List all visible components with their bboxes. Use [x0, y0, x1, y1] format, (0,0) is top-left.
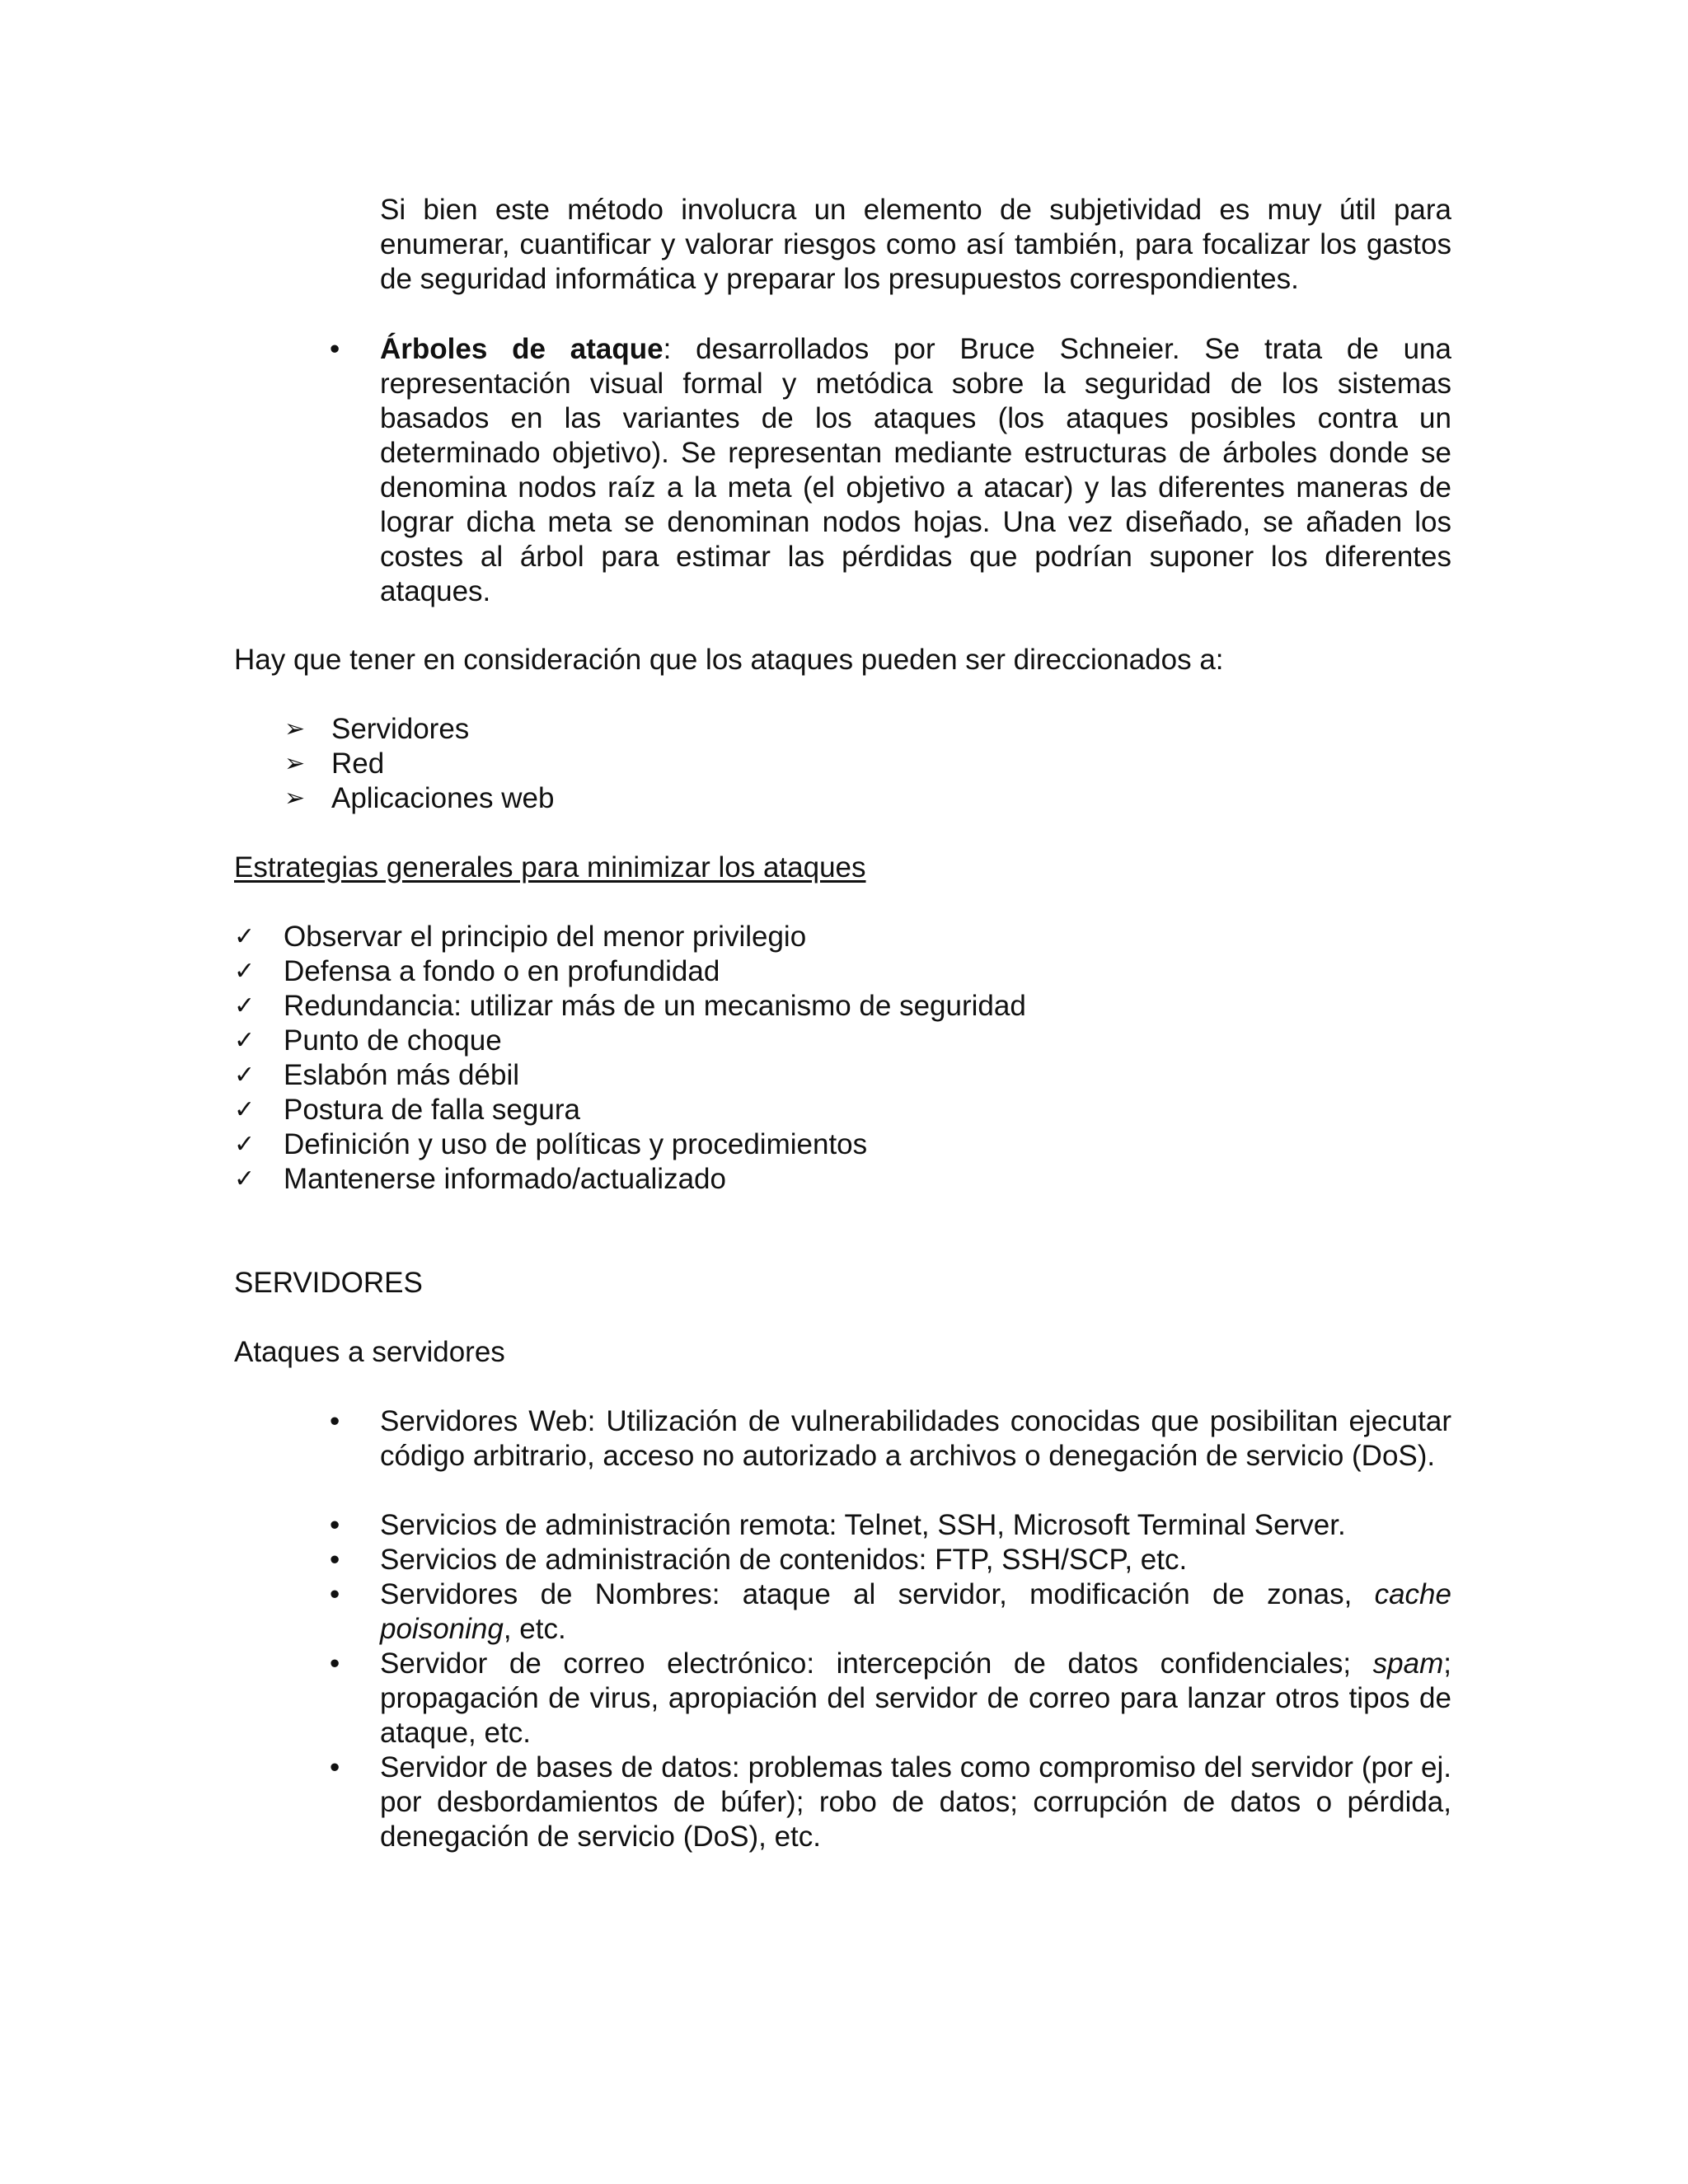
- strategy-label: Observar el principio del menor privilegio: [284, 921, 807, 953]
- server-attack-text: [380, 1404, 1451, 1474]
- server-attack-text: [380, 1508, 1451, 1543]
- check-icon: ✓: [234, 922, 256, 951]
- text-run: Servidor de correo electrónico: intercepción de datos confidenciales;: [380, 1647, 1373, 1680]
- bullet-icon: •: [330, 1509, 340, 1541]
- strategy-label: Definición y uso de políticas y procedimientos: [284, 1128, 868, 1160]
- text-run: Servicios de administración de contenidos: FTP, SSH/SCP, etc.: [380, 1544, 1188, 1576]
- strategies-heading: [234, 851, 1454, 885]
- text-run: Servidores de Nombres: ataque al servidor, modificación de zonas,: [380, 1578, 1375, 1610]
- check-icon: ✓: [234, 1026, 256, 1055]
- target-label: Servidores: [331, 713, 470, 745]
- check-icon: ✓: [234, 991, 256, 1020]
- strategy-label: Postura de falla segura: [284, 1094, 580, 1126]
- check-icon: ✓: [234, 957, 256, 986]
- strategy-label: Mantenerse informado/actualizado: [284, 1163, 726, 1195]
- attack-trees-description: : desarrollados por Bruce Schneier. Se trata de una representación visual formal y metódica sobre la seguridad de los sistemas basados en las variantes de los ataques (los ataques posibles contra un determinado objetivo). Se representan mediante estructuras de árboles donde se denomina nodos raíz a la meta (el objetivo a atacar) y las diferentes maneras de lograr dicha meta se denominan nodos hojas. Una vez diseñado, se añaden los costes al árbol para estimar las pérdidas que podrían suponer los diferentes ataques.: [380, 333, 1451, 607]
- server-attack-text: [380, 1543, 1451, 1577]
- attack-trees-term: Árboles de ataque: [380, 333, 663, 365]
- server-attack-text: [380, 1647, 1451, 1750]
- bullet-icon: •: [330, 1578, 340, 1610]
- check-icon: ✓: [234, 1095, 256, 1124]
- section-heading: SERVIDORES: [234, 1267, 423, 1299]
- text-run: Servidor de bases de datos: problemas tales como compromiso del servidor (por ej. por desbordamientos de búfer); robo de datos; corrupción de datos o pérdida, denegación de servicio (DoS), etc.: [380, 1751, 1451, 1853]
- strategy-label: Defensa a fondo o en profundidad: [284, 955, 720, 987]
- server-attack-text: [380, 1750, 1451, 1854]
- bullet-icon: •: [330, 1647, 340, 1680]
- check-icon: ✓: [234, 1130, 256, 1159]
- text-run: ; propagación de virus, apropiación del servidor de correo para lanzar otros tipos de ataque, etc.: [380, 1647, 1451, 1749]
- section-subheading: Ataques a servidores: [234, 1336, 505, 1368]
- strategies-heading-text: Estrategias generales para minimizar los ataques: [234, 851, 866, 883]
- check-icon: ✓: [234, 1061, 256, 1090]
- arrow-bullet-icon: ➢: [284, 750, 306, 777]
- bullet-icon: •: [330, 1405, 340, 1437]
- bullet-icon: •: [330, 1751, 340, 1783]
- check-icon: ✓: [234, 1165, 256, 1193]
- target-label: Red: [331, 748, 385, 780]
- text-run: Servicios de administración remota: Telnet, SSH, Microsoft Terminal Server.: [380, 1509, 1346, 1541]
- text-run: Servidores Web: Utilización de vulnerabilidades conocidas que posibilitan ejecutar código arbitrario, acceso no autorizado a archivos o denegación de servicio (DoS).: [380, 1405, 1451, 1472]
- strategy-label: Redundancia: utilizar más de un mecanismo de seguridad: [284, 990, 1026, 1022]
- targets-intro: Hay que tener en consideración que los ataques pueden ser direccionados a:: [234, 644, 1224, 676]
- target-label: Aplicaciones web: [331, 782, 555, 814]
- italic-term: cache poisoning: [380, 1578, 1451, 1645]
- strategy-label: Punto de choque: [284, 1024, 502, 1057]
- text-run: , etc.: [503, 1613, 566, 1645]
- arrow-bullet-icon: ➢: [284, 785, 306, 812]
- attack-trees-text: [380, 332, 1451, 609]
- bullet-icon: •: [330, 1544, 340, 1576]
- server-attack-text: [380, 1577, 1451, 1647]
- arrow-bullet-icon: ➢: [284, 715, 306, 743]
- strategy-label: Eslabón más débil: [284, 1059, 519, 1091]
- italic-term: spam: [1372, 1647, 1444, 1680]
- bullet-icon: •: [330, 333, 340, 365]
- intro-paragraph: Si bien este método involucra un elemento de subjetividad es muy útil para enumerar, cuantificar y valorar riesgos como así también, para focalizar los gastos de seguridad informática y preparar los presupuestos correspondientes.: [380, 194, 1451, 295]
